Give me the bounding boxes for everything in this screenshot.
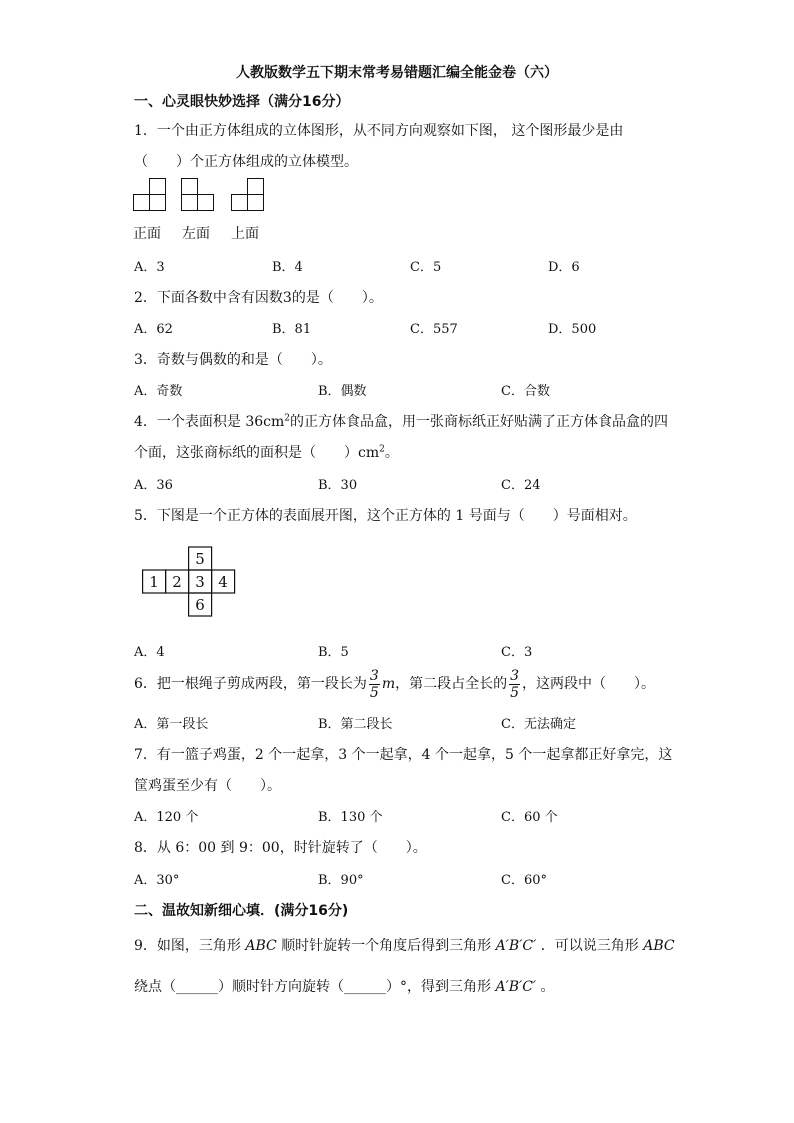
option-d[interactable]: D．500 <box>548 322 597 337</box>
question-8: 8．从 6：00 到 9：00，时针旋转了（ ）。 <box>134 840 427 856</box>
question-4-options <box>134 474 694 492</box>
question-7-line-1: 7．有一篮子鸡蛋，2 个一起拿，3 个一起拿，4 个一起拿，5 个一起拿都正好拿完，这 <box>134 747 673 763</box>
fraction-numerator: 3 <box>369 667 379 684</box>
option-b[interactable]: B．5 <box>318 645 349 660</box>
three-view-figure <box>133 176 273 212</box>
front-view-drawing <box>134 179 166 211</box>
net-face-1: 1 <box>149 573 159 591</box>
page-title: 人教版数学五下期末常考易错题汇编全能金卷（六） <box>236 65 558 81</box>
question-3-options <box>134 380 694 398</box>
question-9-text-part: 。 <box>536 979 555 995</box>
fraction-three-fifths <box>369 669 380 700</box>
question-4-line-2 <box>134 442 399 462</box>
unit-meter: m <box>381 676 396 692</box>
top-view-drawing <box>232 179 264 211</box>
front-view-label: 正面 <box>133 226 161 242</box>
question-4-text-part: 。 <box>384 445 399 461</box>
option-a[interactable]: A．62 <box>134 322 173 337</box>
option-d[interactable]: D．6 <box>548 260 580 275</box>
option-b[interactable]: B．偶数 <box>318 384 367 399</box>
question-4-line-1 <box>134 411 668 431</box>
net-face-3: 3 <box>195 573 205 591</box>
question-5: 5．下图是一个正方体的表面展开图，这个正方体的 1 号面与（ ）号面相对。 <box>134 508 637 524</box>
question-4-text-part: 的正方体食品盒，用一张商标纸正好贴满了正方体食品盒的四 <box>290 414 669 430</box>
question-9-text-part: 绕点（______）顺时针方向旋转（______）°，得到三角形 <box>134 979 496 995</box>
question-1-line-1: 1．一个由正方体组成的立体图形，从不同方向观察如下图， 这个图形最少是由 <box>134 123 624 139</box>
triangle-abc-prime: A′B′C′ <box>495 938 537 954</box>
option-a[interactable]: A．30° <box>134 873 180 888</box>
option-a[interactable]: A．120 个 <box>134 810 199 825</box>
question-9-text-part: 顺时针旋转一个角度后得到三角形 <box>276 938 496 954</box>
question-6-text-part: ，第二段占全长的 <box>395 676 508 692</box>
option-a[interactable]: A．奇数 <box>134 384 183 399</box>
option-a[interactable]: A．36 <box>134 478 173 493</box>
option-b[interactable]: B．30 <box>318 478 358 493</box>
superscript-exponent: 2 <box>379 444 385 455</box>
option-b[interactable]: B．4 <box>272 260 303 275</box>
question-7-options <box>134 806 694 824</box>
option-c[interactable]: C．3 <box>501 645 533 660</box>
question-4-text-part: 4．一个表面积是 36cm <box>134 414 285 430</box>
option-c[interactable]: C．557 <box>410 322 458 337</box>
question-2-options <box>134 318 694 336</box>
fraction-denominator: 5 <box>510 684 520 701</box>
net-face-5: 5 <box>195 550 205 568</box>
option-a[interactable]: A．4 <box>134 645 165 660</box>
question-3: 3．奇数与偶数的和是（ ）。 <box>134 352 332 368</box>
question-2: 2．下面各数中含有因数3的是（ ）。 <box>134 290 383 306</box>
left-view-drawing <box>182 179 214 211</box>
net-face-2: 2 <box>172 573 182 591</box>
question-6-text-part: 6．把一根绳子剪成两段，第一段长为 <box>134 676 367 692</box>
question-4-text-part: 个面，这张商标纸的面积是（ ）cm <box>134 445 380 461</box>
left-view-label: 左面 <box>182 226 210 242</box>
option-c[interactable]: C．60 个 <box>501 810 558 825</box>
net-face-6: 6 <box>195 596 205 614</box>
question-8-options <box>134 869 694 887</box>
question-1-line-2: （ ）个正方体组成的立体模型。 <box>134 154 358 170</box>
cube-net-figure <box>142 544 238 620</box>
question-6-options <box>134 713 694 731</box>
question-9-line-1 <box>134 935 675 955</box>
triangle-abc-prime: A′B′C′ <box>495 979 537 995</box>
question-9-text-part: ．可以说三角形 <box>536 938 644 954</box>
fraction-numerator: 3 <box>510 667 520 684</box>
option-c[interactable]: C．60° <box>501 873 547 888</box>
triangle-abc: ABC <box>643 938 675 954</box>
question-7-line-2: 筐鸡蛋至少有（ ）。 <box>134 778 281 794</box>
option-c[interactable]: C．无法确定 <box>501 717 576 732</box>
option-b[interactable]: B．90° <box>318 873 364 888</box>
triangle-abc: ABC <box>245 938 277 954</box>
option-a[interactable]: A．第一段长 <box>134 717 209 732</box>
option-b[interactable]: B．130 个 <box>318 810 383 825</box>
section-heading-fill: 二、温故知新细心填．(满分16分) <box>134 903 349 919</box>
option-b[interactable]: B．81 <box>272 322 312 337</box>
fraction-denominator: 5 <box>369 684 379 701</box>
option-a[interactable]: A．3 <box>134 260 165 275</box>
option-c[interactable]: C．合数 <box>501 384 550 399</box>
option-b[interactable]: B．第二段长 <box>318 717 393 732</box>
superscript-exponent: 2 <box>284 413 291 424</box>
question-1-options <box>134 256 694 274</box>
question-9-text-part: 9．如图，三角形 <box>134 938 246 954</box>
question-6-text-part: ，这两段中（ ）。 <box>522 676 656 692</box>
option-c[interactable]: C．24 <box>501 478 541 493</box>
question-6 <box>134 664 655 704</box>
option-c[interactable]: C．5 <box>410 260 442 275</box>
net-face-4: 4 <box>218 573 228 591</box>
section-heading-choice: 一、心灵眼快妙选择（满分16分） <box>134 94 350 110</box>
top-view-label: 上面 <box>231 226 259 242</box>
question-5-options <box>134 641 694 659</box>
question-9-line-2 <box>134 976 555 996</box>
fraction-three-fifths <box>509 669 520 700</box>
